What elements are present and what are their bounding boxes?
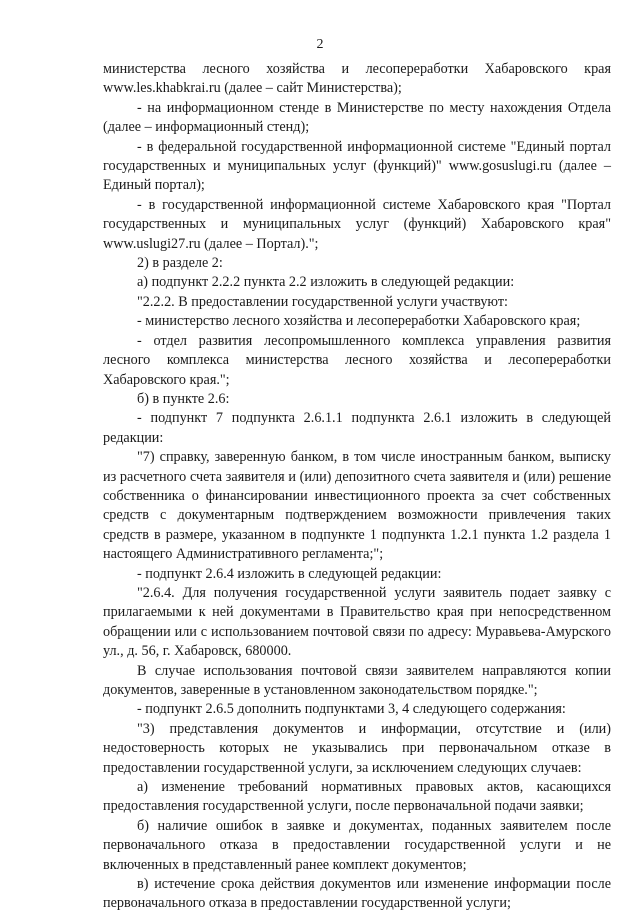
paragraph: - подпункт 2.6.4 изложить в следующей редакции: [137,565,442,582]
page-number: 2 [316,37,324,52]
paragraph: б) наличие ошибок в заявке и документах, поданных заявителем после первоначального отказа в предоставлении государственной услуги и не включенных в представленный ранее комплект документов; [103,817,611,873]
paragraph: "7) справку, заверенную банком, в том числе иностранным банком, выписку из расчетного счета заявителя и (или) депозитного счета заявителя и (или) решение собственника о финансировании инвестиционного проекта за счет собственных средств с документарным подтверждением возможности привлечения таких средств в размере, указанном в подпункте 1 подпункта 1.2.1 пункта 1.2 раздела 1 настоящего Административного регламента;"; [103,449,611,563]
document-body [103,60,611,914]
paragraph: а) подпункт 2.2.2 пункта 2.2 изложить в следующей редакции: [137,274,515,291]
paragraph: б) в пункте 2.6: [137,390,230,407]
paragraph: В случае использования почтовой связи заявителем направляются копии документов, заверенные в установленном законодательством порядке."; [103,662,611,698]
paragraph: "2.2.2. В предоставлении государственной услуги участвуют: [137,293,508,310]
paragraph: в) истечение срока действия документов или изменение информации после первоначального отказа в предоставлении государственной услуги; [103,876,611,912]
paragraph: - отдел развития лесопромышленного комплекса управления развития лесного комплекса министерства лесного хозяйства и лесопереработки Хабаровского края."; [103,332,611,388]
paragraph: - министерство лесного хозяйства и лесопереработки Хабаровского края; [137,313,581,330]
paragraph: - в федеральной государственной информационной системе "Единый портал государственных и муниципальных услуг (функций)" www.gosuslugi.ru (далее – Единый портал); [103,138,611,194]
paragraph: "3) представления документов и информации, отсутствие и (или) недостоверность которых не указывались при первоначальном отказе в предоставлении государственной услуги, за исключением следующих случаев: [103,720,611,776]
paragraph: 2) в разделе 2: [137,255,223,272]
paragraph: "2.6.4. Для получения государственной услуги заявитель подает заявку с прилагаемыми к ней документами в Правительство края при непосредственном обращении или с использованием почтовой связи по адресу: Муравьева-Амурского ул., д. 56, г. Хабаровск, 680000. [103,584,611,660]
paragraph: - подпункт 2.6.5 дополнить подпунктами 3, 4 следующего содержания: [137,701,566,718]
paragraph: - в государственной информационной системе Хабаровского края "Портал государственных и муниципальных услуг (функций) Хабаровского края" www.uslugi27.ru (далее – Портал)."; [103,196,611,252]
paragraph: а) изменение требований нормативных правовых актов, касающихся предоставления государственной услуги, после первоначальной подачи заявки; [103,779,611,815]
paragraph: - на информационном стенде в Министерстве по месту нахождения Отдела (далее – информационный стенд); [103,99,611,136]
paragraph: министерства лесного хозяйства и лесопереработки Хабаровского края www.les.khabkrai.ru (далее – сайт Министерства); [103,61,611,97]
paragraph: - подпункт 7 подпункта 2.6.1.1 подпункта 2.6.1 изложить в следующей редакции: [103,410,611,446]
